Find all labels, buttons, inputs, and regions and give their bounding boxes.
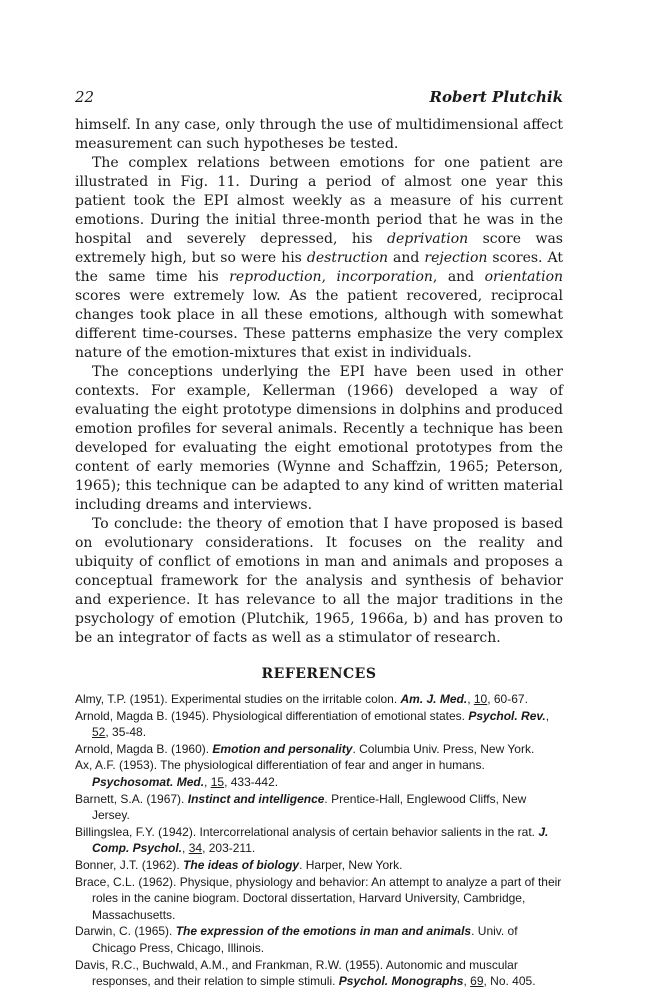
text-run: Ax, A.F. (1953). The physiological differentiation of fear and anger in humans.: [75, 758, 485, 773]
text-run: , No. 405.: [483, 974, 536, 989]
text-run: Barnett, S.A. (1967).: [75, 791, 188, 806]
italic-run: destruction: [306, 250, 389, 266]
text-run: , and: [432, 269, 485, 285]
reference-entry: [75, 957, 563, 990]
italic-run: incorporation: [336, 269, 433, 285]
text-run: . Prentice-Hall, Englewood Cliffs, New Jersey.: [92, 791, 527, 823]
volume-number: 34: [188, 841, 203, 856]
text-run: ,: [467, 692, 474, 706]
text-run: Billingslea, F.Y. (1942). Intercorrelational analysis of certain behavior salients in the rat.: [75, 824, 539, 839]
italic-run: J. Comp. Psychol.: [92, 824, 549, 856]
reference-entry: [75, 691, 563, 708]
volume-number: 10: [473, 692, 488, 706]
text-run: Arnold, Magda B. (1960).: [75, 741, 213, 756]
text-run: . Harper, New York.: [299, 857, 403, 872]
italic-run: orientation: [484, 269, 564, 285]
paragraph: [75, 154, 563, 363]
text-run: . Columbia Univ. Press, New York.: [352, 741, 535, 756]
text-run: ,: [463, 974, 471, 989]
running-header: [75, 88, 563, 106]
text-run: scores were extremely low. As the patient recovered, reciprocal changes took place in all these emotions, although with somewhat different time-courses. These patterns emphasize the very complex nature of the emotion-mixtures that exist in individuals.: [75, 288, 563, 361]
text-run: , 35-48.: [105, 725, 147, 740]
paragraph: [75, 116, 563, 154]
reference-entry: [75, 923, 563, 956]
text-run: To conclude: the theory of emotion that I have proposed is based on evolutionary considerations. It focuses on the reality and ubiquity of conflict of emotions in man and animals and proposes a conceptual framework for the analysis and synthesis of behavior and experience. It has relevance to all the major traditions in the psychology of emotion (Plutchik, 1965, 1966a, b) and has proven to be an integrator of facts as well as a stimulator of research.: [75, 516, 563, 646]
reference-entry: [75, 857, 563, 874]
volume-number: 69: [470, 974, 484, 989]
reference-entry: [75, 874, 563, 924]
italic-run: Psychol. Rev.: [468, 708, 546, 723]
page-number: 22: [75, 88, 95, 106]
italic-run: Psychol. Monographs: [338, 974, 464, 989]
italic-run: Instinct and intelligence: [187, 791, 325, 806]
references-heading: REFERENCES: [261, 666, 377, 682]
text-run: score was extremely high, but so were his: [75, 231, 563, 266]
reference-entry: [75, 757, 563, 790]
text-run: Brace, C.L. (1962). Physique, physiology and behavior: An attempt to analyze a part of their roles in the canine biogram. Doctoral dissertation, Harvard University, Cambridge, Massachusetts.: [75, 874, 562, 922]
text-run: ,: [182, 841, 189, 856]
italic-run: The ideas of biology: [183, 857, 300, 872]
italic-run: The expression of the emotions in man and animals: [175, 924, 472, 939]
paragraph: [75, 515, 563, 648]
running-head-author: Robert Plutchik: [429, 88, 563, 106]
text-run: . Univ. of Chicago Press, Chicago, Illinois.: [92, 924, 518, 955]
text-run: himself. In any case, only through the use of multidimensional affect measurement can such hypotheses be tested.: [75, 117, 563, 152]
text-run: Davis, R.C., Buchwald, A.M., and Frankman, R.W. (1955). Autonomic and muscular responses, and their relation to simple stimuli.: [75, 957, 518, 989]
text-run: Almy, T.P. (1951). Experimental studies on the irritable colon.: [75, 692, 401, 706]
italic-run: deprivation: [386, 231, 469, 247]
italic-run: reproduction: [229, 269, 322, 285]
body-text: [75, 116, 563, 648]
text-run: The complex relations between emotions for one patient are illustrated in Fig. 11. During a period of almost one year this patient took the EPI almost weekly as a measure of his current emotions. During the initial three-month period that he was in the hospital and severely depressed, his: [75, 155, 563, 247]
book-page: [75, 88, 563, 990]
text-run: Arnold, Magda B. (1945). Physiological differentiation of emotional states.: [75, 708, 469, 723]
paragraph: [75, 363, 563, 515]
text-run: Darwin, C. (1965).: [75, 924, 176, 939]
italic-run: Psychosomat. Med.: [92, 774, 205, 789]
italic-run: Emotion and personality: [212, 741, 353, 756]
reference-entry: [75, 791, 563, 824]
text-run: , 433-442.: [224, 774, 279, 789]
volume-number: 52: [92, 725, 106, 740]
reference-entry: [75, 824, 563, 857]
text-run: and: [388, 250, 425, 266]
italic-run: Am. J. Med.: [400, 692, 468, 706]
text-run: The conceptions underlying the EPI have been used in other contexts. For example, Kellerman (1966) developed a way of evaluating the eight prototype dimensions in dolphins and produced emotion profiles for several animals. Recently a technique has been developed for evaluating the eight emotional prototypes from the content of early memories (Wynne and Schaffzin, 1965; Peterson, 1965); this technique can be adapted to any kind of written material including dreams and interviews.: [75, 364, 563, 513]
reference-entry: [75, 741, 563, 758]
italic-run: rejection: [424, 250, 488, 266]
text-run: ,: [204, 774, 211, 789]
volume-number: 15: [210, 774, 225, 789]
text-run: Bonner, J.T. (1962).: [75, 857, 184, 872]
text-run: ,: [545, 708, 550, 723]
text-run: scores. At the same time his: [75, 250, 563, 285]
text-run: ,: [321, 269, 337, 285]
text-run: , 60-67.: [487, 692, 528, 706]
references-list: [75, 691, 563, 990]
reference-entry: [75, 708, 563, 741]
text-run: , 203-211.: [202, 841, 256, 856]
